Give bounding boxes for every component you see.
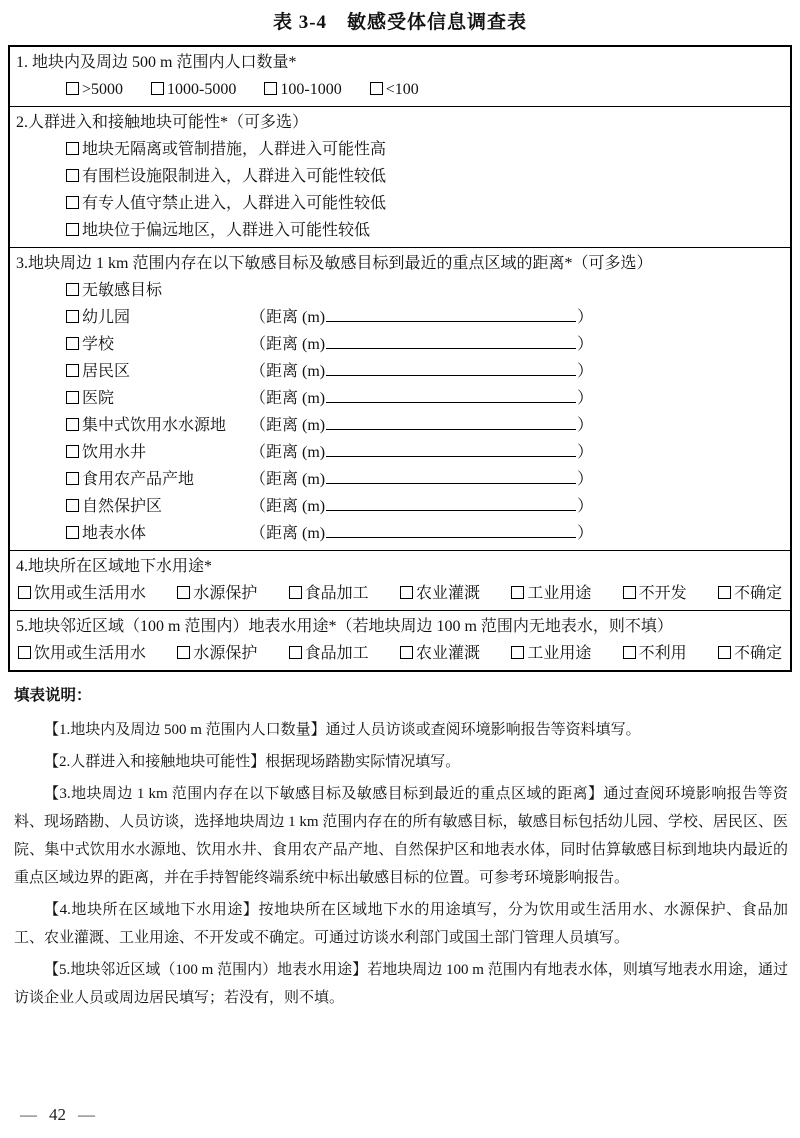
checkbox-no-sensitive-target[interactable]	[66, 283, 79, 296]
checkbox-guarded[interactable]	[66, 196, 79, 209]
distance-input-line[interactable]	[326, 470, 576, 484]
option-population-gt5000	[66, 81, 123, 98]
target-label-group	[66, 466, 246, 493]
access-item-remote	[16, 217, 784, 244]
checkbox-gw-industrial[interactable]	[511, 586, 524, 599]
option-label: 100-1000	[280, 81, 342, 98]
option-gw-drinking	[18, 580, 146, 607]
option-sw-industrial	[511, 640, 591, 667]
distance-close-paren: ）	[577, 471, 594, 488]
distance-input-line[interactable]	[326, 524, 576, 538]
item-label: 食用农产品产地	[82, 471, 195, 488]
section4-options	[16, 580, 784, 607]
distance-label: （距离 (m)	[250, 363, 326, 380]
note-paragraph-1: 【1.地块内及周边 500 m 范围内人口数量】通过人员访谈或查阅环境影响报告等资料填写。	[44, 722, 641, 738]
option-gw-uncertain	[718, 580, 782, 607]
checkbox-population-gt5000[interactable]	[66, 82, 79, 95]
distance-group	[250, 498, 593, 515]
distance-close-paren: ）	[577, 444, 594, 461]
option-label: 水源保护	[193, 585, 258, 602]
option-label: 工业用途	[527, 585, 592, 602]
checkbox-sw-unused[interactable]	[623, 646, 636, 659]
note-paragraph-2: 【2.人群进入和接触地块可能性】根据现场踏勘实际情况填写。	[44, 754, 461, 770]
target-row-central-water-source	[16, 412, 784, 439]
section-access-possibility	[10, 106, 790, 247]
checkbox-sw-source-protection[interactable]	[177, 646, 190, 659]
distance-input-line[interactable]	[326, 308, 576, 322]
distance-label: （距离 (m)	[250, 336, 326, 353]
option-label: 农业灌溉	[415, 585, 480, 602]
item-label: 幼儿园	[82, 309, 131, 326]
option-gw-irrigation	[400, 580, 480, 607]
distance-close-paren: ）	[577, 498, 594, 515]
note-paragraph-4: 【4.地块所在区域地下水用途】按地块所在区域地下水的用途填写，分为饮用或生活用水、水源保护、食品加工、农业灌溉、工业用途、不开发或不确定。可通过访谈水利部门或国土部门管理人员填写。	[14, 902, 788, 946]
checkbox-gw-source-protection[interactable]	[177, 586, 190, 599]
section1-options	[16, 76, 784, 103]
checkbox-kindergarten[interactable]	[66, 310, 79, 323]
checkbox-gw-drinking[interactable]	[18, 586, 31, 599]
checkbox-surface-water-body[interactable]	[66, 526, 79, 539]
checkbox-gw-irrigation[interactable]	[400, 586, 413, 599]
option-label: <100	[385, 81, 419, 98]
distance-close-paren: ）	[577, 390, 594, 407]
target-row-residential	[16, 358, 784, 385]
target-label-group	[66, 331, 246, 358]
item-label: 学校	[82, 336, 115, 353]
distance-close-paren: ）	[577, 417, 594, 434]
distance-group	[250, 525, 593, 542]
option-label: 不确定	[733, 645, 782, 662]
option-sw-unused	[623, 640, 687, 667]
footer-right-dash: —	[78, 1105, 95, 1124]
option-sw-source-protection	[177, 640, 257, 667]
distance-group	[250, 309, 593, 326]
checkbox-sw-uncertain[interactable]	[718, 646, 731, 659]
option-sw-uncertain	[718, 640, 782, 667]
target-row-farm-produce	[16, 466, 784, 493]
option-label: 农业灌溉	[415, 645, 480, 662]
target-row-kindergarten	[16, 304, 784, 331]
distance-label: （距离 (m)	[250, 444, 326, 461]
option-label: 食品加工	[304, 585, 369, 602]
distance-label: （距离 (m)	[250, 471, 326, 488]
checkbox-sw-drinking[interactable]	[18, 646, 31, 659]
checkbox-gw-uncertain[interactable]	[718, 586, 731, 599]
checkbox-farm-produce[interactable]	[66, 472, 79, 485]
checkbox-fenced[interactable]	[66, 169, 79, 182]
item-label: 饮用水井	[82, 444, 147, 461]
item-label: 无敏感目标	[82, 282, 163, 299]
checkbox-population-100-1000[interactable]	[264, 82, 277, 95]
option-population-lt100	[370, 81, 419, 98]
section3-header: 3.地块周边 1 km 范围内存在以下敏感目标及敏感目标到最近的重点区域的距离*（可多选）	[16, 255, 653, 272]
distance-close-paren: ）	[577, 363, 594, 380]
distance-input-line[interactable]	[326, 335, 576, 349]
target-item-none	[16, 277, 784, 304]
item-label: 地块位于偏远地区，人群进入可能性较低	[82, 222, 371, 239]
item-label: 自然保护区	[82, 498, 163, 515]
note-paragraph-3: 【3.地块周边 1 km 范围内存在以下敏感目标及敏感目标到最近的重点区域的距离】通过查阅环境影响报告等资料、现场踏勘、人员访谈，选择地块周边 1 km 范围内存在的所有敏感目标，敏感目标包括幼儿园、学校、居民区、医院、集中式饮用水水源地、饮用水井、食用农产品产地、自然保护区和地表水体，同时估算敏感目标到地块内最近的重点区域边界的距离，并在手持智能终端系统中标出敏感目标的位置。可参考环境影响报告。	[14, 786, 788, 886]
target-label-group	[66, 412, 246, 439]
checkbox-population-1000-5000[interactable]	[151, 82, 164, 95]
target-label-group	[66, 358, 246, 385]
checkbox-gw-food-processing[interactable]	[289, 586, 302, 599]
distance-label: （距离 (m)	[250, 390, 326, 407]
distance-label: （距离 (m)	[250, 498, 326, 515]
distance-group	[250, 336, 593, 353]
item-label: 地表水体	[82, 525, 147, 542]
checkbox-no-isolation[interactable]	[66, 142, 79, 155]
distance-close-paren: ）	[577, 336, 594, 353]
option-gw-undeveloped	[623, 580, 687, 607]
item-label: 有专人值守禁止进入，人群进入可能性较低	[82, 195, 387, 212]
section-population	[10, 47, 790, 106]
note-paragraph-5: 【5.地块邻近区域（100 m 范围内）地表水用途】若地块周边 100 m 范围内有地表水体，则填写地表水用途，通过访谈企业人员或周边居民填写；若没有，则不填。	[14, 962, 788, 1006]
distance-group	[250, 471, 593, 488]
distance-input-line[interactable]	[326, 416, 576, 430]
target-label-group	[66, 493, 246, 520]
option-gw-food-processing	[289, 580, 369, 607]
distance-label: （距离 (m)	[250, 525, 326, 542]
target-row-nature-reserve	[16, 493, 784, 520]
distance-label: （距离 (m)	[250, 309, 326, 326]
section5-header: 5.地块邻近区域（100 m 范围内）地表水用途*（若地块周边 100 m 范围内无地表水，则不填）	[16, 618, 673, 635]
checkbox-sw-irrigation[interactable]	[400, 646, 413, 659]
option-gw-source-protection	[177, 580, 257, 607]
access-item-no-isolation	[16, 136, 784, 163]
target-label-group	[66, 439, 246, 466]
survey-form-table	[8, 45, 792, 672]
option-label: 食品加工	[304, 645, 369, 662]
option-label: 水源保护	[193, 645, 258, 662]
section2-header: 2.人群进入和接触地块可能性*（可多选）	[16, 114, 309, 131]
distance-close-paren: ）	[577, 525, 594, 542]
item-label: 集中式饮用水水源地	[82, 417, 227, 434]
section-groundwater-use	[10, 550, 790, 610]
section4-header: 4.地块所在区域地下水用途*	[16, 558, 213, 575]
target-row-school	[16, 331, 784, 358]
fill-instructions	[14, 685, 788, 1012]
option-label: 不开发	[638, 585, 687, 602]
table-title: 表 3-4 敏感受体信息调查表	[272, 12, 528, 33]
checkbox-sw-food-processing[interactable]	[289, 646, 302, 659]
distance-input-line[interactable]	[326, 389, 576, 403]
option-label: >5000	[82, 81, 124, 98]
distance-input-line[interactable]	[326, 443, 576, 457]
target-row-hospital	[16, 385, 784, 412]
distance-close-paren: ）	[577, 309, 594, 326]
distance-input-line[interactable]	[326, 497, 576, 511]
option-gw-industrial	[511, 580, 591, 607]
checkbox-central-water-source[interactable]	[66, 418, 79, 431]
option-label: 饮用或生活用水	[34, 585, 147, 602]
item-label: 医院	[82, 390, 115, 407]
target-label-group	[66, 520, 246, 547]
checkbox-nature-reserve[interactable]	[66, 499, 79, 512]
option-label: 工业用途	[527, 645, 592, 662]
item-label: 地块无隔离或管制措施，人群进入可能性高	[82, 141, 387, 158]
option-sw-irrigation	[400, 640, 480, 667]
distance-group	[250, 444, 593, 461]
checkbox-drinking-well[interactable]	[66, 445, 79, 458]
option-label: 饮用或生活用水	[34, 645, 147, 662]
option-sw-food-processing	[289, 640, 369, 667]
distance-group	[250, 390, 593, 407]
item-label: 居民区	[82, 363, 131, 380]
checkbox-gw-undeveloped[interactable]	[623, 586, 636, 599]
target-row-drinking-well	[16, 439, 784, 466]
option-label: 不利用	[638, 645, 687, 662]
option-population-1000-5000	[151, 81, 236, 98]
target-label-group	[66, 304, 246, 331]
footer-left-dash: —	[20, 1105, 37, 1124]
checkbox-population-lt100[interactable]	[370, 82, 383, 95]
option-sw-drinking	[18, 640, 146, 667]
target-row-surface-water	[16, 520, 784, 547]
option-population-100-1000	[264, 81, 341, 98]
page-number: 42	[49, 1105, 66, 1124]
target-label-group	[66, 385, 246, 412]
page-number-footer	[20, 1105, 95, 1125]
distance-label: （距离 (m)	[250, 417, 326, 434]
checkbox-remote[interactable]	[66, 223, 79, 236]
access-item-fenced	[16, 163, 784, 190]
distance-input-line[interactable]	[326, 362, 576, 376]
option-label: 1000-5000	[167, 81, 237, 98]
item-label: 有围栏设施限制进入，人群进入可能性较低	[82, 168, 387, 185]
checkbox-hospital[interactable]	[66, 391, 79, 404]
access-item-guarded	[16, 190, 784, 217]
checkbox-school[interactable]	[66, 337, 79, 350]
section-sensitive-targets	[10, 247, 790, 550]
checkbox-sw-industrial[interactable]	[511, 646, 524, 659]
section1-header: 1. 地块内及周边 500 m 范围内人口数量*	[16, 54, 297, 71]
distance-group	[250, 363, 593, 380]
notes-heading: 填表说明：	[14, 687, 92, 704]
distance-group	[250, 417, 593, 434]
option-label: 不确定	[733, 585, 782, 602]
checkbox-residential-area[interactable]	[66, 364, 79, 377]
section5-options	[16, 640, 784, 667]
section-surfacewater-use	[10, 610, 790, 670]
